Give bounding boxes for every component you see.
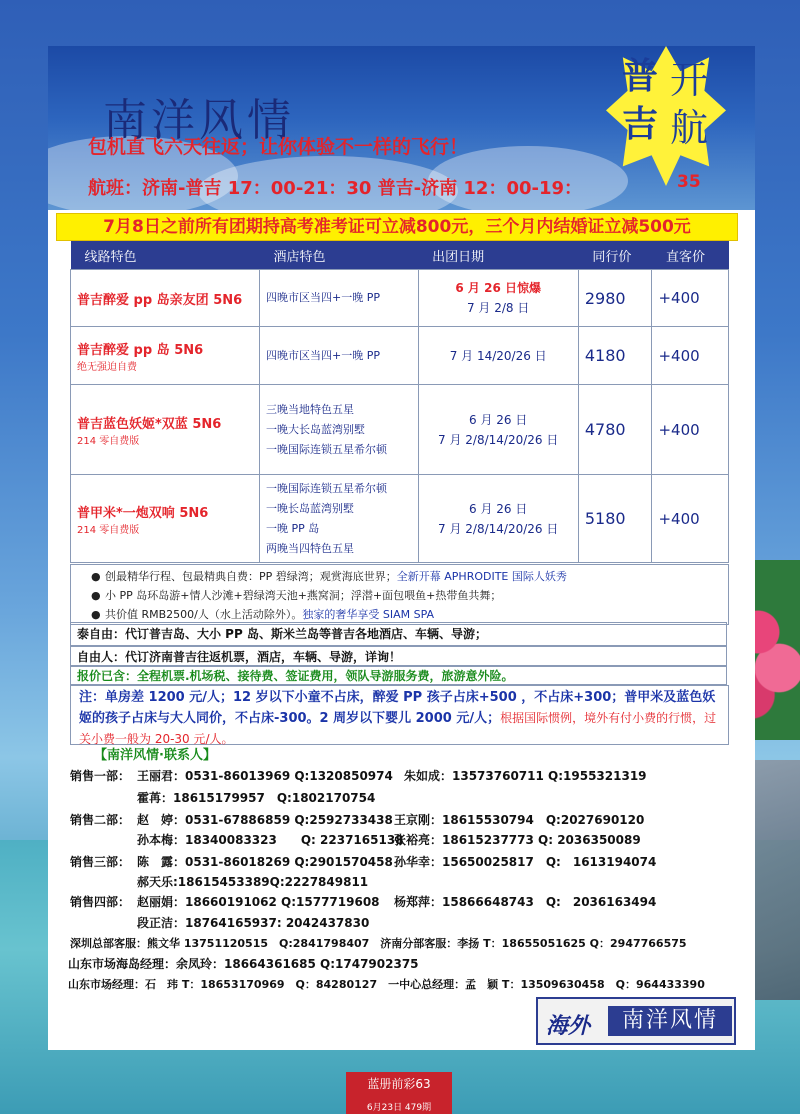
hotel-line: 一晚国际连锁五星希尔顿 [266, 442, 388, 456]
peer-price: 4180 [578, 327, 652, 385]
contact: 陈 露：0531-86018269 Q:2901570458 [137, 855, 393, 869]
hotel-line: 一晚 PP 岛 [266, 521, 320, 535]
contact: 王京刚：18615530794 Q:2027690120 [394, 813, 645, 827]
bottom-logo [536, 997, 736, 1045]
badge-kaihang: 开航 [670, 58, 709, 150]
route-sub: 214 零自费版 [77, 435, 140, 447]
dept-label: 销售二部： [70, 813, 131, 827]
promo-banner: 7月8日之前所有团期持高考准考证可立减800元，三个月内结婚证立减500元 [56, 213, 738, 241]
hotel-line: 四晚市区当四+一晚 PP [266, 291, 381, 304]
table-row [71, 385, 729, 475]
activity-highlight: 全新开幕 APHRODITE 国际人妖秀 [396, 570, 567, 583]
date-line: 6 月 26 日 [469, 412, 528, 427]
tour-table [70, 241, 729, 563]
brand-title: 南洋风情 [103, 95, 295, 146]
contact: 赵丽娟：18660191062 Q:1577719608 [137, 895, 380, 909]
date-line: 6 月 26 日 [469, 501, 528, 516]
route-name: 普吉醉爱 pp 岛亲友团 5N6 [77, 292, 243, 308]
peer-price: 5180 [578, 475, 652, 563]
date-line: 7 月 14/20/26 日 [449, 348, 547, 363]
hotel-line: 四晚市区当四+一晚 PP [266, 348, 381, 362]
logo-overseas: 海外 [546, 1014, 591, 1039]
contact: 王丽君：0531-86013969 Q:1320850974 [137, 769, 393, 783]
shandong-island-manager: 山东市场海岛经理：余凤玲：18664361685 Q:1747902375 [68, 957, 419, 971]
direct-price: +400 [652, 327, 729, 385]
badge-puji: 普吉 [622, 55, 659, 145]
peer-price: 2980 [578, 270, 652, 327]
slogan: 包机直飞六天往返；让你体验不一样的飞行！ [88, 136, 469, 158]
col-direct-price: 直客价 [652, 241, 729, 270]
col-date: 出团日期 [418, 241, 578, 270]
route-sub: 绝无强迫自费 [77, 361, 137, 373]
dept-label: 销售一部： [70, 769, 131, 783]
contact: 杨郑萍：15866648743 Q: 2036163494 [394, 895, 657, 909]
issue-date: 6月23日 479期 [366, 1103, 432, 1113]
free-traveler: 自由人：代订济南普吉往返机票，酒店，车辆、导游，详询！ [70, 646, 727, 666]
page-footer [346, 1072, 452, 1114]
route-sub: 214 零自费版 [77, 524, 140, 536]
date-line: 7 月 2/8/14/20/26 日 [438, 432, 559, 447]
contact: 张裕亮：18615237773 Q: 2036350089 [394, 833, 641, 847]
hotel-line: 三晚当地特色五星 [266, 402, 355, 416]
badge-day: 35 [677, 172, 701, 192]
flight-info: 航班：济南-普吉 17：00-21：30 普吉-济南 12：00-19： [88, 178, 583, 199]
date-line: 7 月 2/8 日 [466, 301, 530, 315]
direct-price: +400 [652, 270, 729, 327]
note-main: 注：单房差 1200 元/人；12 岁以下小童不占床，醉爱 PP 孩子占床+500 ，不占床+300；普甲米及蓝色妖姬的孩子占床与大人同价，不占床-300。2 周岁以下婴儿 2000 元/人； [79, 690, 716, 726]
contacts-title: 【南洋风情·联系人】 [94, 748, 216, 763]
thai-free-travel: 泰自由：代订普吉岛、大小 PP 岛、斯米兰岛等普吉各地酒店、车辆、导游； [70, 622, 727, 646]
price-notes [70, 685, 729, 745]
table-header-row [71, 241, 729, 270]
table-row [71, 327, 729, 385]
note-tip: 根据国际惯例，境外有付小费的行惯，过关小费一般为 20-30 元/人。 [79, 711, 717, 746]
page-number: 蓝册前彩63 [367, 1077, 431, 1091]
dept-label: 销售三部： [70, 855, 131, 869]
col-route: 线路特色 [71, 241, 260, 270]
route-name: 普甲米*一炮双响 5N6 [77, 505, 209, 521]
activity-text: 小 PP 岛环岛游+情人沙滩+碧绿湾天池+燕窝洞；浮潜+面包喂鱼+热带鱼共舞； [105, 589, 502, 602]
col-hotel: 酒店特色 [260, 241, 419, 270]
hotel-line: 一晚大长岛蓝湾别墅 [266, 422, 366, 436]
table-row [71, 270, 729, 327]
route-name: 普吉醉爱 pp 岛 5N6 [77, 342, 204, 358]
contact: 朱如成：13573760711 Q:1955321319 [404, 769, 647, 783]
hotel-line: 一晚长岛蓝湾别墅 [266, 501, 355, 515]
hotel-line: 一晚国际连锁五星希尔顿 [266, 481, 388, 495]
included-activities: ● 创最精华行程、包最精典自费：PP 碧绿湾；观赏海底世界；全新开幕 APHRODITE 国际人妖秀 ● 小 PP 岛环岛游+情人沙滩+碧绿湾天池+燕窝洞；浮潜+面包喂鱼+热带鱼共舞； ● 共价值 RMB2500/人（水上活动除外）。独家的奢华享受 SIAM SPA [70, 564, 729, 625]
price-includes: 报价已含：全程机票.机场税、接待费、签证费用，领队导游服务费，旅游意外险。 [70, 666, 727, 685]
col-peer-price: 同行价 [578, 241, 652, 270]
contact: 霍苒：18615179957 Q:1802170754 [137, 791, 376, 805]
contact: 孙华幸：15650025817 Q: 1613194074 [394, 855, 657, 869]
table-row [71, 475, 729, 563]
contact: 赵 婷：0531-67886859 Q:2592733438 [137, 813, 393, 827]
activity-text: 共价值 RMB2500/人（水上活动除外）。 [105, 608, 303, 621]
direct-price: +400 [652, 385, 729, 475]
contact: 段正洁：18764165937: 2042437830 [137, 916, 370, 930]
date-hot: 6 月 26 日惊爆 [455, 281, 541, 295]
hq-contact: 深圳总部客服：熊文华 13751120515 Q:2841798407 济南分部客服：李扬 T：18655051625 Q：2947766575 [70, 937, 687, 950]
hotel-line: 两晚当四特色五星 [266, 541, 355, 555]
contact: 孙本梅：18340083323 Q: 2237165138 [137, 833, 404, 847]
route-name: 普吉蓝色妖姬*双蓝 5N6 [77, 416, 222, 432]
logo-brand: 南洋风情 [608, 1006, 732, 1036]
activity-text: 创最精华行程、包最精典自费：PP 碧绿湾；观赏海底世界； [105, 570, 397, 583]
activity-highlight: 独家的奢华享受 SIAM SPA [302, 608, 435, 621]
date-line: 7 月 2/8/14/20/26 日 [438, 521, 559, 536]
peer-price: 4780 [578, 385, 652, 475]
shandong-manager: 山东市场经理：石 玮 T：18653170969 Q：84280127 一中心总经理：孟 颖 T：13509630458 Q：964433390 [68, 978, 705, 991]
dept-label: 销售四部： [70, 895, 131, 909]
contact: 郝天乐:18615453389Q:2227849811 [137, 875, 369, 889]
direct-price: +400 [652, 475, 729, 563]
